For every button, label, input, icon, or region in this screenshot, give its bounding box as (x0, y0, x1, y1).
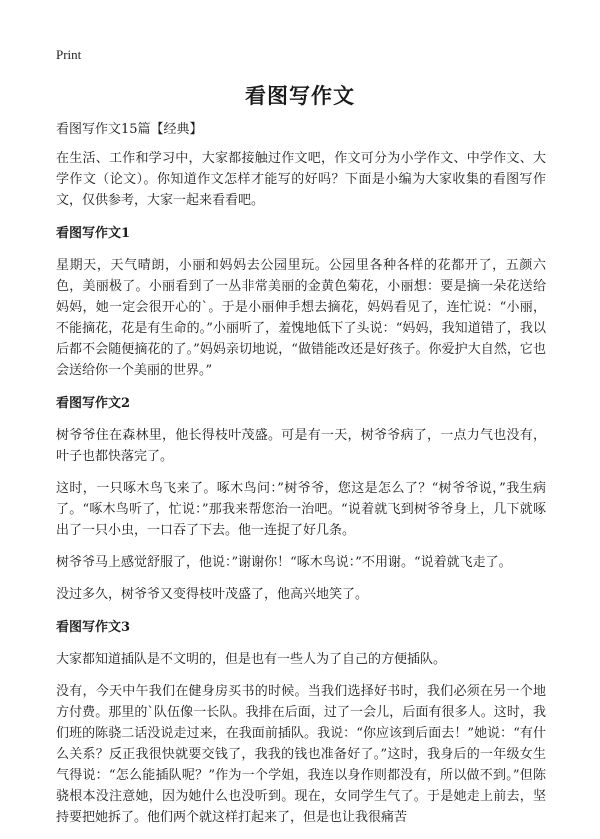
article-body (56, 119, 546, 839)
section-heading-1: 看图写作文1 (56, 226, 131, 241)
section-3-paragraph-2: 没有，今天中午我们在健身房买书的时候。当我们选择好书时，我们必须在另一个地方付费。那里的`队伍像一长队。我排在后面，过了一会儿，后面有很多人。这时，我们班的陈骁二话没说走过来，在我面前插队。我说：“你应该到后面去！”她说：“有什么关系？反正我很快就要交钱了，我我的钱也准备好了。”这时，我身后的一年级女生气得说：“怎么能插队呢？”作为一个学姐，我连以身作则都没有，所以做不到。”但陈骁根本没注意她，因为她什么也没听到。现在，女同学生气了。于是她走上前去，坚持要把她拆了。他们两个就这样打起来了，但是也让我很痛苦 (56, 684, 546, 825)
section-2-paragraph-3: 树爷爷马上感觉舒服了，他说：”谢谢你！“啄木鸟说：”不用谢。“说着就飞走了。 (56, 555, 512, 570)
print-link[interactable]: Print (56, 47, 82, 62)
section-2-paragraph-2: 这时，一只啄木鸟飞来了。啄木鸟问：”树爷爷，您这是怎么了？“树爷爷说，”我生病了。“啄木鸟听了，忙说：”那我来帮您治一治吧。“说着就飞到树爷爷身上，几下就啄出了一只小虫，一口吞了下去。他一连捉了好几条。 (56, 481, 546, 538)
section-2-paragraph-1: 树爷爷住在森林里，他长得枝叶茂盛。可是有一天，树爷爷病了，一点力气也没有，叶子也都快落完了。 (56, 428, 546, 464)
section-heading-3: 看图写作文3 (56, 620, 131, 635)
section-heading-2: 看图写作文2 (56, 396, 131, 411)
article-subtitle: 看图写作文15篇【经典】 (56, 122, 203, 137)
section-2-paragraph-4: 没过多久，树爷爷又变得枝叶茂盛了，他高兴地笑了。 (56, 587, 369, 602)
section-1-paragraph-1: 星期天，天气晴朗，小丽和妈妈去公园里玩。公园里各种各样的花都开了，五颜六色，美丽极了。小丽看到了一丛非常美丽的金黄色菊花，小丽想：要是摘一朵花送给妈妈，她一定会很开心的`。于是小丽伸手想去摘花，妈妈看见了，连忙说：“小丽，不能摘花，花是有生命的。”小丽听了，羞愧地低下了头说：“妈妈，我知道错了，我以后都不会随便摘花的了。”妈妈亲切地说，“做错能改还是好孩子。你爱护大自然，它也会送给你一个美丽的世界。” (56, 258, 546, 378)
page-title: 看图写作文 (245, 83, 355, 108)
section-3-paragraph-1: 大家都知道插队是不文明的，但是也有一些人为了自己的方便插队。 (56, 652, 447, 667)
intro-paragraph: 在生活、工作和学习中，大家都接触过作文吧，作文可分为小学作文、中学作文、大学作文（论文）。你知道作文怎样才能写的好吗？下面是小编为大家收集的看图写作文，仅供参考，大家一起来看看吧。 (56, 151, 546, 208)
